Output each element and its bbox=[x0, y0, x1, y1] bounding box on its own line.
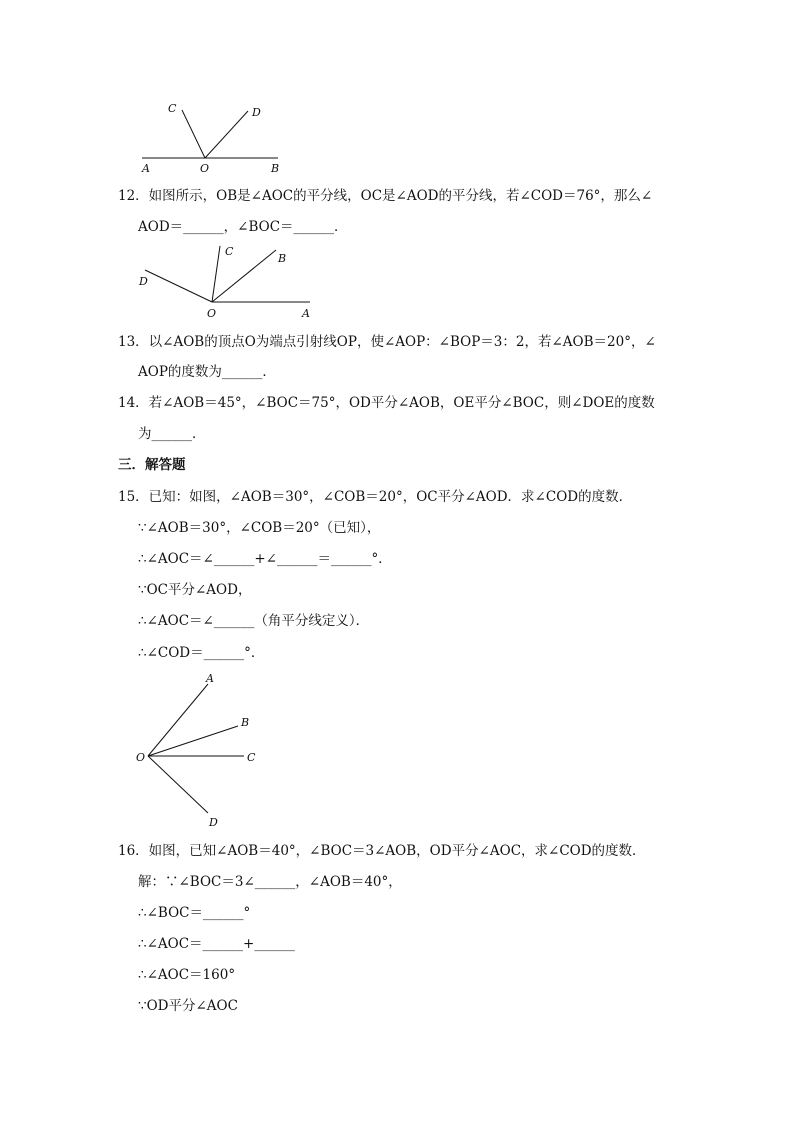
q16-line1: 16．如图，已知∠AOB＝40°，∠BOC＝3∠AOB，OD平分∠AOC，求∠COD的度数． bbox=[118, 843, 646, 859]
label-o: O bbox=[207, 307, 217, 320]
q16-line2: 解：∵∠BOC＝3∠______，∠AOB＝40°， bbox=[138, 874, 402, 890]
q16-line5: ∴∠AOC＝160° bbox=[138, 967, 236, 983]
label-a: A bbox=[302, 307, 310, 320]
q15-line6: ∴∠COD＝______°． bbox=[138, 645, 265, 661]
ray-od bbox=[205, 111, 248, 158]
label-o: O bbox=[200, 162, 210, 175]
label-a: A bbox=[142, 162, 150, 175]
q15-line1: 15．已知：如图，∠AOB＝30°，∠COB＝20°，OC平分∠AOD．求∠COD的度数． bbox=[118, 489, 633, 505]
label-d: D bbox=[139, 275, 148, 288]
q13-line2: AOP的度数为______． bbox=[138, 364, 276, 380]
label-b: B bbox=[278, 252, 287, 265]
figure-q15 bbox=[130, 668, 270, 833]
label-b: B bbox=[271, 162, 280, 175]
q16-line4: ∴∠AOC＝______+______ bbox=[138, 936, 295, 952]
label-o: O bbox=[136, 751, 146, 764]
q14-line1: 14．若∠AOB＝45°，∠BOC＝75°，OD平分∠AOB，OE平分∠BOC，则∠DOE的度数 bbox=[118, 395, 655, 411]
label-c: C bbox=[225, 245, 234, 258]
ray-od bbox=[148, 756, 208, 813]
ray-ob bbox=[148, 726, 238, 756]
label-d: D bbox=[209, 816, 218, 829]
label-c: C bbox=[168, 102, 177, 115]
label-c: C bbox=[247, 751, 256, 764]
ray-oc bbox=[182, 110, 205, 158]
figure-q12 bbox=[130, 240, 330, 325]
ray-ob bbox=[212, 250, 276, 302]
label-b: B bbox=[241, 716, 250, 729]
q16-line3: ∴∠BOC＝______° bbox=[138, 905, 251, 921]
q13-line1: 13．以∠AOB的顶点O为端点引射线OP，使∠AOP：∠BOP＝3：2，若∠AOB＝20°，∠ bbox=[118, 334, 656, 350]
section-title: 三．解答题 bbox=[118, 457, 186, 473]
q15-line2: ∵∠AOB＝30°，∠COB＝20°（已知）， bbox=[138, 520, 381, 536]
q16-line6: ∵OD平分∠AOC bbox=[138, 998, 238, 1014]
ray-oa bbox=[148, 684, 208, 756]
q15-line4: ∵OC平分∠AOD， bbox=[138, 582, 252, 598]
q12-line1: 12．如图所示，OB是∠AOC的平分线，OC是∠AOD的平分线，若∠COD＝76°，那么∠ bbox=[118, 188, 653, 204]
q15-line5: ∴∠AOC＝∠______（角平分线定义）． bbox=[138, 613, 370, 629]
q14-line2: 为______． bbox=[138, 426, 206, 442]
label-a: A bbox=[206, 672, 214, 685]
q12-line2: AOD＝______，∠BOC＝______． bbox=[138, 219, 348, 235]
q15-line3: ∴∠AOC＝∠______+∠______＝______°． bbox=[138, 551, 392, 567]
ray-od bbox=[145, 270, 212, 302]
label-d: D bbox=[252, 106, 261, 119]
figure-q11 bbox=[130, 95, 300, 180]
ray-oc bbox=[212, 246, 220, 302]
